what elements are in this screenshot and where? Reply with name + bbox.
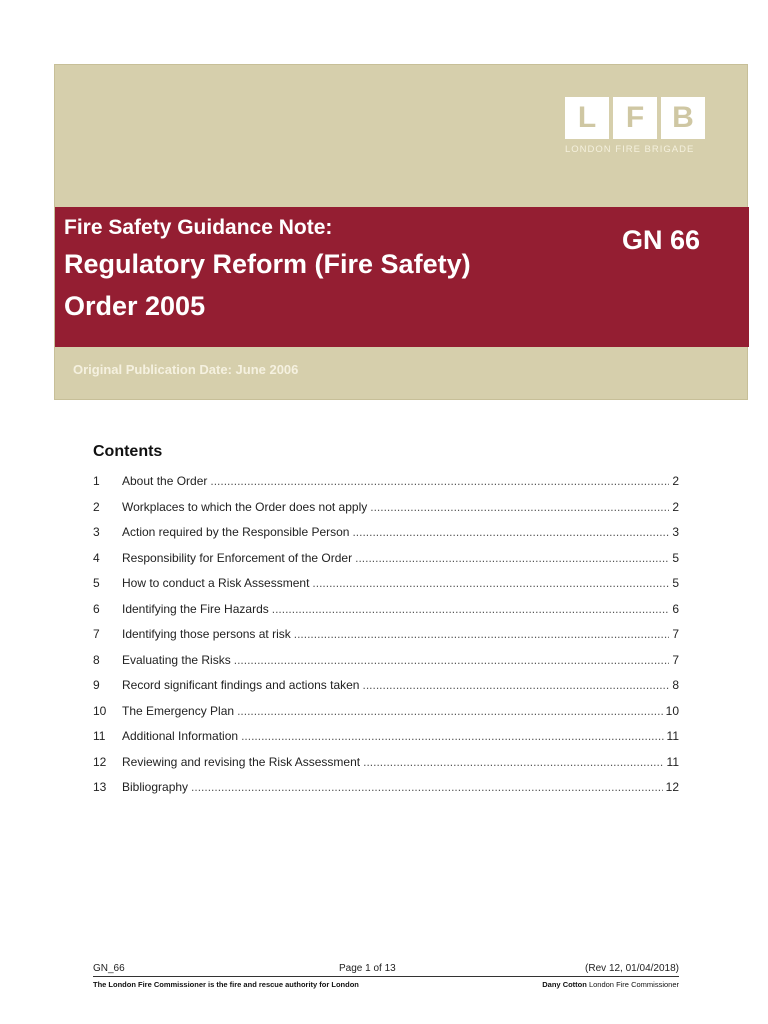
guidance-note-code: GN 66 bbox=[622, 225, 701, 255]
toc-item-page: 8 bbox=[672, 678, 679, 692]
lfb-logo bbox=[565, 97, 715, 161]
toc-item-title: Bibliography bbox=[122, 780, 189, 794]
footer-authority-note: The London Fire Commissioner is the fire and rescue authority for London bbox=[93, 980, 359, 989]
toc-item-page: 2 bbox=[672, 474, 679, 488]
footer-revision: (Rev 12, 01/04/2018) bbox=[585, 963, 679, 974]
toc-leader-dots bbox=[362, 678, 669, 692]
document-subtitle: Fire Safety Guidance Note: bbox=[64, 216, 333, 239]
commissioner-name: Dany Cotton bbox=[542, 980, 587, 989]
toc-leader-dots bbox=[272, 602, 670, 616]
toc-item-title: Reviewing and revising the Risk Assessment bbox=[122, 754, 361, 769]
toc-item-title: How to conduct a Risk Assessment bbox=[122, 576, 310, 590]
footer-commissioner bbox=[542, 980, 679, 989]
toc-leader-dots bbox=[237, 704, 663, 718]
toc-item-number: 7 bbox=[93, 627, 100, 641]
toc-item-title: Workplaces to which the Order does not apply bbox=[122, 499, 368, 514]
footer bbox=[93, 963, 679, 977]
toc-item-page: 7 bbox=[672, 627, 679, 641]
toc-item-number: 10 bbox=[93, 703, 107, 718]
toc-item-number: 4 bbox=[93, 550, 100, 565]
toc-item-number: 8 bbox=[93, 652, 100, 667]
toc-item[interactable] bbox=[93, 525, 679, 551]
toc-leader-dots bbox=[191, 780, 663, 794]
toc-item[interactable] bbox=[93, 704, 679, 730]
toc-item-number: 13 bbox=[93, 780, 107, 794]
logo-letter: F bbox=[613, 97, 657, 139]
toc-item-number: 1 bbox=[93, 474, 100, 488]
toc-item-page: 10 bbox=[665, 703, 679, 718]
toc-item-number: 3 bbox=[93, 525, 100, 539]
toc-item[interactable] bbox=[93, 729, 679, 755]
logo-letter: B bbox=[661, 97, 705, 139]
toc-item-title: Additional Information bbox=[122, 729, 239, 743]
toc-item-page: 5 bbox=[672, 576, 679, 590]
footer-doc-id: GN_66 bbox=[93, 963, 125, 974]
toc-leader-dots bbox=[312, 576, 669, 590]
toc-item-number: 5 bbox=[93, 576, 100, 590]
toc-item-number: 9 bbox=[93, 678, 100, 692]
toc-item-number: 6 bbox=[93, 601, 100, 616]
toc-item-title: Action required by the Responsible Person bbox=[122, 525, 350, 539]
toc-item-number: 11 bbox=[93, 729, 106, 743]
toc-item-page: 12 bbox=[665, 780, 679, 794]
toc-item-page: 7 bbox=[672, 652, 679, 667]
footer-authority bbox=[93, 980, 679, 992]
toc-item[interactable] bbox=[93, 551, 679, 577]
toc-leader-dots bbox=[352, 525, 669, 539]
toc-item-title: The Emergency Plan bbox=[122, 703, 235, 718]
toc-item-page: 5 bbox=[672, 550, 679, 565]
table-of-contents bbox=[93, 474, 679, 806]
footer-page-number: Page 1 of 13 bbox=[339, 963, 396, 974]
toc-item-title: Identifying those persons at risk bbox=[122, 627, 291, 641]
toc-item[interactable] bbox=[93, 500, 679, 526]
toc-item-title: Responsibility for Enforcement of the Order bbox=[122, 550, 353, 565]
toc-leader-dots bbox=[210, 474, 669, 488]
toc-leader-dots bbox=[355, 551, 669, 565]
toc-item[interactable] bbox=[93, 780, 679, 806]
toc-leader-dots bbox=[294, 627, 670, 641]
toc-item[interactable] bbox=[93, 755, 679, 781]
toc-item-title: Evaluating the Risks bbox=[122, 652, 231, 667]
toc-item-title: Identifying the Fire Hazards bbox=[122, 601, 269, 616]
toc-item-page: 11 bbox=[666, 754, 679, 769]
toc-item-number: 12 bbox=[93, 754, 107, 769]
contents-heading: Contents bbox=[93, 443, 163, 460]
toc-item[interactable] bbox=[93, 576, 679, 602]
logo-subtitle: LONDON FIRE BRIGADE bbox=[565, 144, 695, 155]
toc-item[interactable] bbox=[93, 627, 679, 653]
toc-item-page: 11 bbox=[666, 729, 679, 743]
toc-item[interactable] bbox=[93, 474, 679, 500]
title-band bbox=[55, 207, 749, 347]
toc-item-title: Record significant findings and actions taken bbox=[122, 678, 360, 692]
toc-item-title: About the Order bbox=[122, 474, 208, 488]
toc-item[interactable] bbox=[93, 678, 679, 704]
toc-item-number: 2 bbox=[93, 499, 100, 514]
publication-date: Original Publication Date: June 2006 bbox=[73, 362, 299, 377]
toc-item-page: 3 bbox=[672, 525, 679, 539]
toc-leader-dots bbox=[241, 729, 663, 743]
header-banner bbox=[54, 64, 748, 400]
toc-item-page: 6 bbox=[672, 601, 679, 616]
logo-letter: L bbox=[565, 97, 609, 139]
commissioner-role: London Fire Commissioner bbox=[588, 980, 679, 989]
toc-leader-dots bbox=[234, 653, 670, 667]
document-title: Regulatory Reform (Fire Safety) Order 2005 bbox=[64, 249, 471, 321]
toc-item-page: 2 bbox=[672, 499, 679, 514]
toc-item[interactable] bbox=[93, 602, 679, 628]
toc-leader-dots bbox=[363, 755, 663, 769]
toc-item[interactable] bbox=[93, 653, 679, 679]
toc-leader-dots bbox=[370, 500, 669, 514]
